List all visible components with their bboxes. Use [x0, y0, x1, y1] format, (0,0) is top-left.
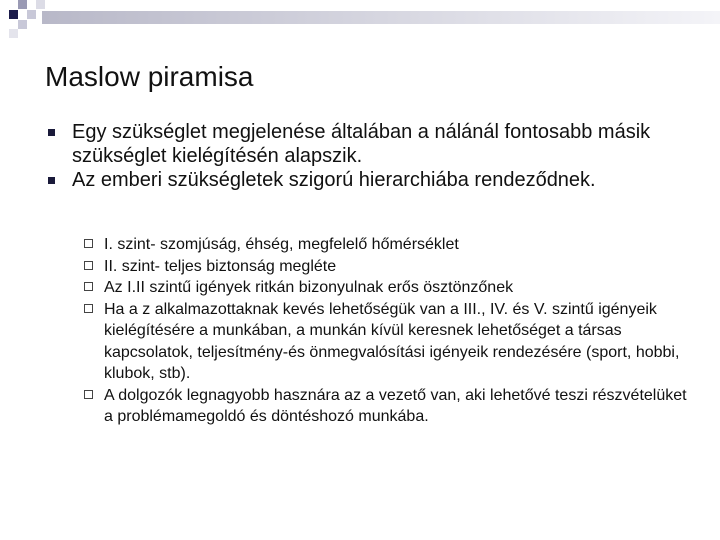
- sub-bullet-item: [84, 385, 694, 428]
- slide-title: Maslow piramisa: [45, 61, 254, 92]
- bullet-item: [48, 120, 688, 168]
- main-bullet-list: [48, 120, 688, 192]
- deco-square-6: [9, 29, 18, 38]
- deco-square-4: [18, 20, 27, 29]
- sub-bullet-item: [84, 299, 694, 385]
- hollow-square-bullet-icon: [84, 304, 93, 313]
- sub-bullet-text: II. szint- teljes biztonság megléte: [104, 257, 337, 275]
- deco-square-3: [27, 10, 36, 19]
- bullet-item: [48, 168, 688, 192]
- header-decoration: [0, 0, 720, 40]
- sub-bullet-text: Az I.II szintű igények ritkán bizonyulnak erős ösztönzőnek: [104, 279, 514, 296]
- hollow-square-bullet-icon: [84, 261, 93, 270]
- hollow-square-bullet-icon: [84, 239, 93, 248]
- sub-bullet-item: [84, 277, 694, 299]
- square-bullet-icon: [48, 129, 55, 136]
- sub-bullet-list: [84, 234, 694, 428]
- bullet-text: Egy szükséglet megjelenése általában a nálánál fontosabb másik szükséglet kielégítésén alapszik.: [72, 121, 651, 167]
- sub-bullet-item: [84, 256, 694, 278]
- square-bullet-icon: [48, 177, 55, 184]
- hollow-square-bullet-icon: [84, 282, 93, 291]
- sub-bullet-text: Ha a z alkalmazottaknak kevés lehetőségük van a III., IV. és V. szintű igényeik kielégítésére a munkában, a munkán kívül keresnek lehetőséget a társas kapcsolatok, teljesítmény-és önmegvalósítási igényeik rendezésére (sport, hobbi, klubok, stb).: [104, 300, 680, 382]
- bullet-text: Az emberi szükségletek szigorú hierarchiába rendeződnek.: [72, 169, 596, 191]
- sub-bullet-item: [84, 234, 694, 256]
- hollow-square-bullet-icon: [84, 390, 93, 399]
- sub-bullet-text: A dolgozók legnagyobb hasznára az a vezető van, aki lehetővé teszi részvételüket a problémamegoldó és döntéshozó munkába.: [104, 386, 687, 425]
- deco-square-2: [18, 0, 27, 9]
- deco-square-1: [9, 10, 18, 19]
- header-bar: [42, 11, 720, 24]
- deco-square-5: [36, 0, 45, 9]
- sub-bullet-text: I. szint- szomjúság, éhség, megfelelő hőmérséklet: [104, 236, 459, 253]
